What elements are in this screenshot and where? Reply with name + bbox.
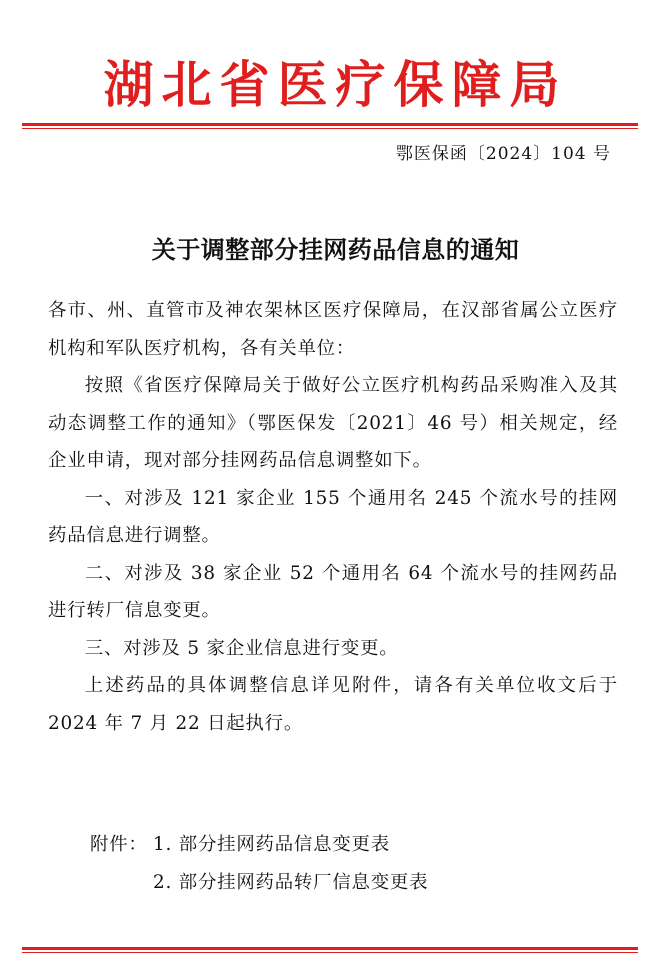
salutation: 各市、州、直管市及神农架林区医疗保障局，在汉部省属公立医疗机构和军队医疗机构，各有关单位：	[48, 300, 618, 359]
notice-body	[48, 292, 618, 742]
paragraph-item-1: 一、对涉及 121 家企业 155 个通用名 245 个流水号的挂网药品信息进行调整。	[48, 487, 618, 546]
header-thick-rule	[22, 123, 638, 126]
attachment-item: 2. 部分挂网药品转厂信息变更表	[153, 871, 429, 893]
attachments-label-spacer	[90, 864, 153, 902]
footer-thick-rule	[22, 947, 638, 950]
paragraph-effective-date: 上述药品的具体调整信息详见附件，请各有关单位收文后于 2024 年 7 月 22 日起执行。	[48, 675, 618, 734]
agency-header-title: 湖北省医疗保障局	[103, 55, 568, 114]
attachment-row-1	[90, 826, 428, 864]
attachments-section	[90, 826, 428, 901]
paragraph-basis: 按照《省医疗保障局关于做好公立医疗机构药品采购准入及其动态调整工作的通知》（鄂医保发〔2021〕46 号）相关规定，经企业申请，现对部分挂网药品信息调整如下。	[48, 375, 618, 471]
document-number: 鄂医保函〔2024〕104 号	[395, 144, 611, 164]
paragraph-item-2: 二、对涉及 38 家企业 52 个通用名 64 个流水号的挂网药品进行转厂信息变更。	[48, 562, 618, 621]
header-thin-rule	[22, 128, 638, 129]
attachment-item: 1. 部分挂网药品信息变更表	[153, 834, 390, 855]
attachments-label: 附件：	[90, 834, 148, 855]
footer-thin-rule	[22, 952, 638, 953]
attachment-row-2	[90, 864, 428, 902]
notice-title: 关于调整部分挂网药品信息的通知	[151, 235, 520, 264]
paragraph-item-3: 三、对涉及 5 家企业信息进行变更。	[84, 637, 399, 659]
